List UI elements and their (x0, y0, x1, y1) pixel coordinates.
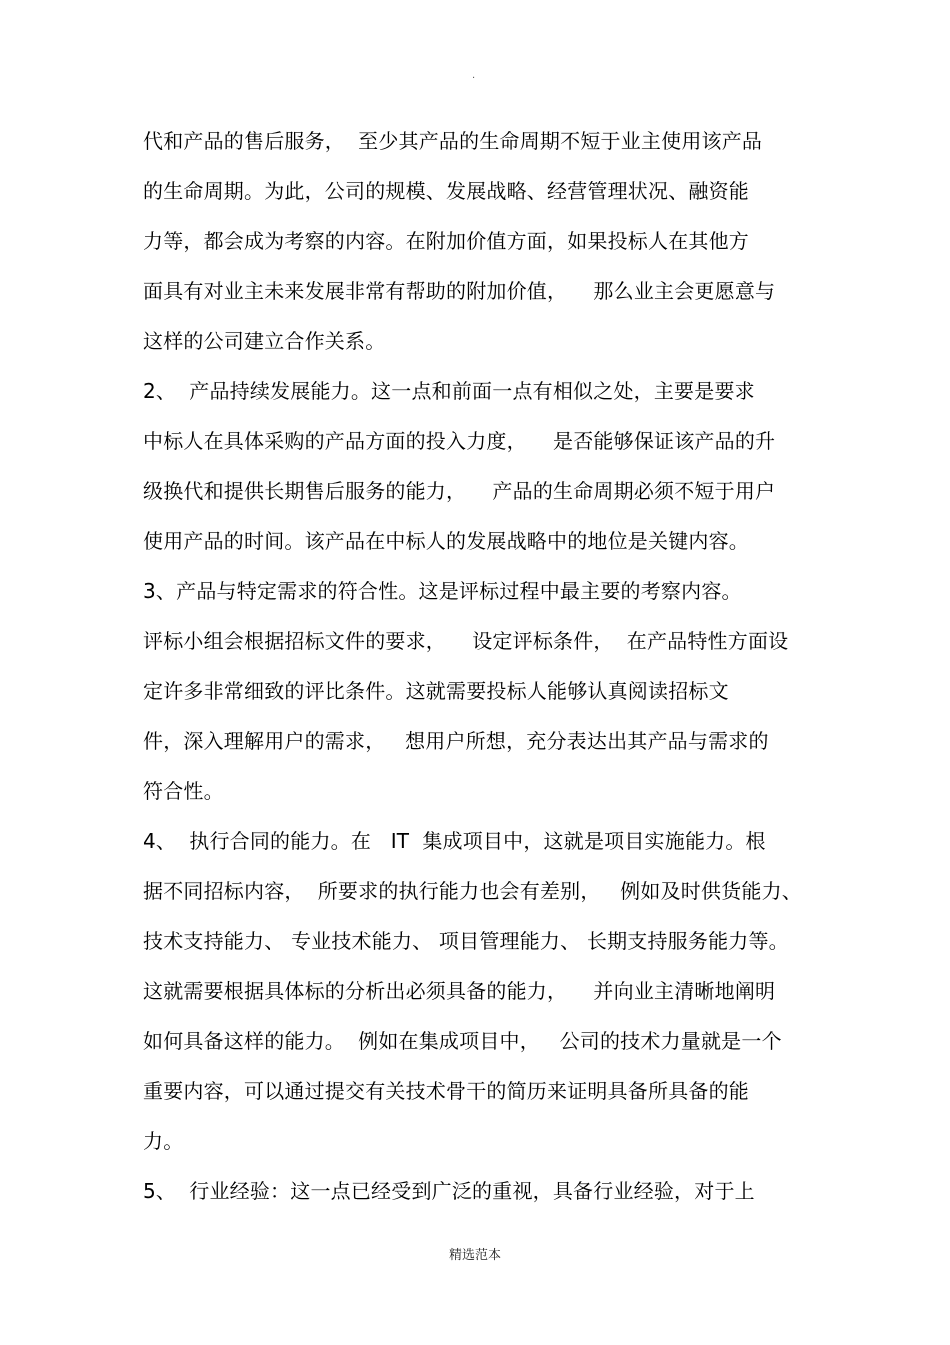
text-line: 技术支持能力、 专业技术能力、 项目管理能力、 长期支持服务能力等。 (143, 929, 789, 953)
page-footer: 精选范本 (448, 1248, 501, 1263)
text-line: 这样的公司建立合作关系。 (143, 329, 386, 353)
text-line: 符合性。 (143, 779, 224, 803)
text-line: 级换代和提供长期售后服务的能力， 产品的生命周期必须不短于用户 (143, 479, 776, 503)
text-line: 2、 产品持续发展能力。这一点和前面一点有相似之处，主要是要求 (143, 379, 755, 403)
text-line: 力等，都会成为考察的内容。在附加价值方面，如果投标人在其他方 (143, 229, 749, 253)
text-line: 代和产品的售后服务， 至少其产品的生命周期不短于业主使用该产品 (143, 129, 763, 153)
text-line: 重要内容，可以通过提交有关技术骨干的简历来证明具备所具备的能 (143, 1079, 749, 1103)
text-line: 的生命周期。为此，公司的规模、发展战略、经营管理状况、融资能 (143, 179, 749, 203)
text-line: 5、 行业经验：这一点已经受到广泛的重视，具备行业经验，对于上 (143, 1179, 755, 1203)
text-line: 力。 (143, 1129, 184, 1153)
header-mark: . (472, 70, 476, 81)
text-line: 4、 执行合同的能力。在 IT 集成项目中，这就是项目实施能力。根 (143, 829, 766, 853)
text-line: 中标人在具体采购的产品方面的投入力度， 是否能够保证该产品的升 (143, 429, 776, 453)
text-line: 3、产品与特定需求的符合性。这是评标过程中最主要的考察内容。 (143, 579, 742, 603)
text-line: 使用产品的时间。该产品在中标人的发展战略中的地位是关键内容。 (143, 529, 749, 553)
text-line: 件，深入理解用户的需求， 想用户所想，充分表达出其产品与需求的 (143, 729, 769, 753)
body-text (143, 116, 813, 1216)
text-line: 评标小组会根据招标文件的要求， 设定评标条件， 在产品特性方面设 (143, 629, 789, 653)
text-line: 这就需要根据具体标的分析出必须具备的能力， 并向业主清晰地阐明 (143, 979, 776, 1003)
text-line: 如何具备这样的能力。 例如在集成项目中， 公司的技术力量就是一个 (143, 1029, 782, 1053)
text-line: 据不同招标内容， 所要求的执行能力也会有差别， 例如及时供货能力、 (143, 879, 802, 903)
text-line: 定许多非常细致的评比条件。这就需要投标人能够认真阅读招标文 (143, 679, 729, 703)
text-line: 面具有对业主未来发展非常有帮助的附加价值， 那么业主会更愿意与 (143, 279, 776, 303)
